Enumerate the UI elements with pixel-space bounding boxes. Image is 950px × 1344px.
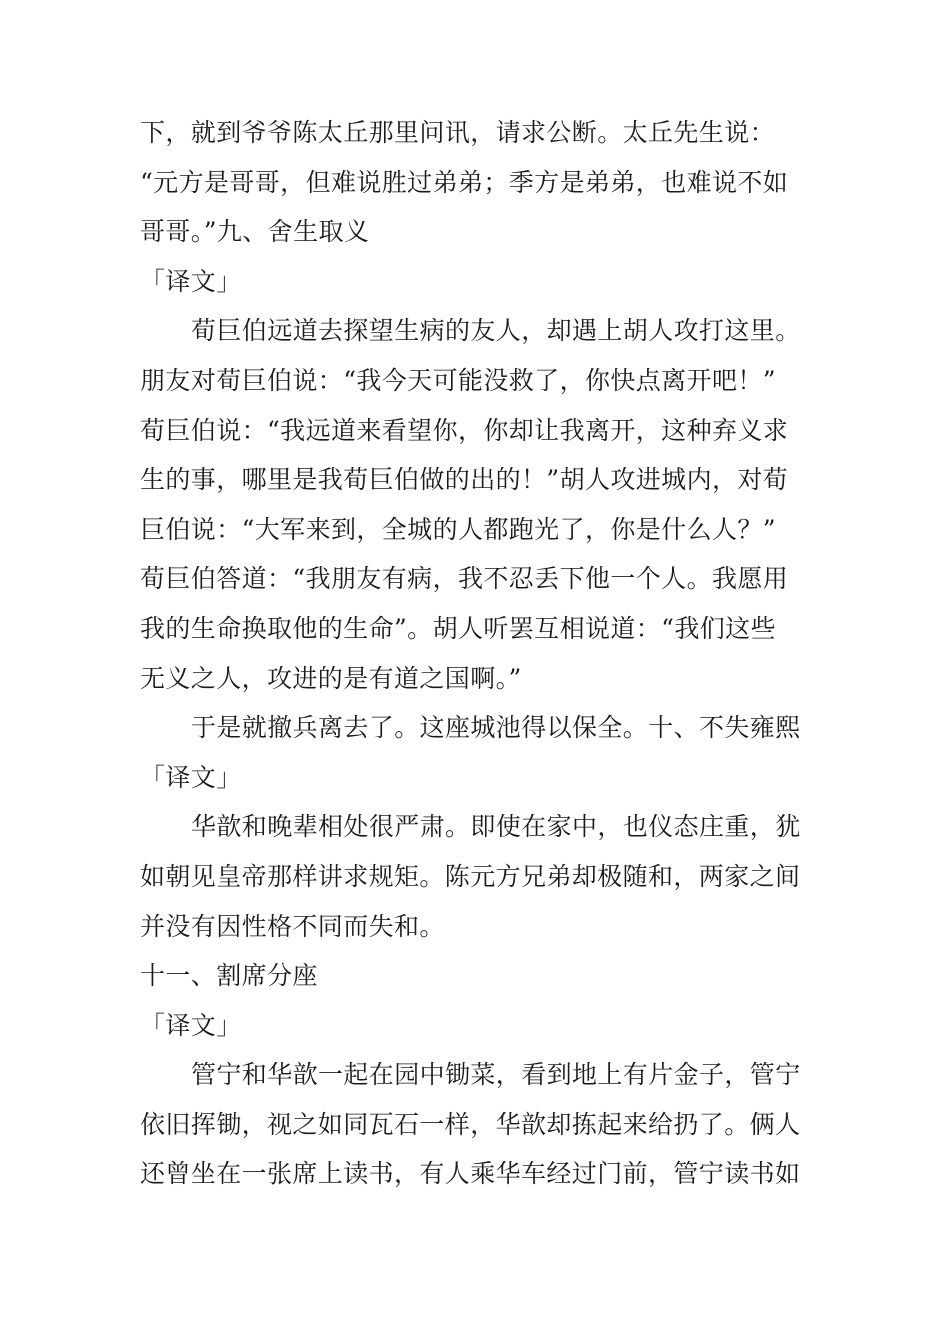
text-line: 荀巨伯答道：“我朋友有病，我不忍丢下他一个人。我愿用 — [140, 564, 789, 594]
text-line: 下，就到爷爷陈太丘那里问讯，请求公断。太丘先生说： — [140, 118, 776, 147]
text-line: 还曾坐在一张席上读书，有人乘华车经过门前，管宁读书如 — [140, 1159, 801, 1189]
translation-label: 「译文」 — [140, 266, 242, 296]
text-line: 我的生命换取他的生命”。胡人听罢互相说道：“我们这些 — [140, 613, 776, 643]
document-body — [140, 108, 806, 1199]
paragraph-start: 管宁和华歆一起在园中锄菜，看到地上有片金子，管宁 — [191, 1060, 801, 1090]
text-line: 依旧挥锄，视之如同瓦石一样，华歆却拣起来给扔了。俩人 — [140, 1109, 801, 1139]
text-line-heading: 哥哥。”九、舍生取义 — [140, 217, 370, 247]
translation-label: 「译文」 — [140, 762, 242, 792]
text-line: 朋友对荀巨伯说：“我今天可能没救了，你快点离开吧！” — [140, 365, 776, 395]
text-line: 如朝见皇帝那样讲求规矩。陈元方兄弟却极随和，两家之间 — [140, 861, 801, 891]
translation-label: 「译文」 — [140, 1010, 242, 1040]
text-line: 无义之人，攻进的是有道之国啊。” — [140, 663, 522, 693]
text-line: 生的事，哪里是我荀巨伯做的出的！”胡人攻进城内，对荀 — [140, 465, 789, 495]
text-line: 并没有因性格不同而失和。 — [140, 911, 445, 941]
paragraph-start: 荀巨伯远道去探望生病的友人，却遇上胡人攻打这里。 — [191, 316, 801, 346]
section-heading: 十一、割席分座 — [140, 961, 318, 991]
text-line: “元方是哥哥，但难说胜过弟弟；季方是弟弟，也难说不如 — [140, 167, 789, 197]
text-line: 巨伯说：“大军来到，全城的人都跑光了，你是什么人？” — [140, 514, 776, 544]
text-line: 荀巨伯说：“我远道来看望你，你却让我离开，这种弃义求 — [140, 415, 789, 445]
paragraph-start: 于是就撤兵离去了。这座城池得以保全。十、不失雍熙 — [191, 713, 801, 743]
paragraph-start: 华歆和晚辈相处很严肃。即使在家中，也仪态庄重，犹 — [191, 812, 801, 842]
